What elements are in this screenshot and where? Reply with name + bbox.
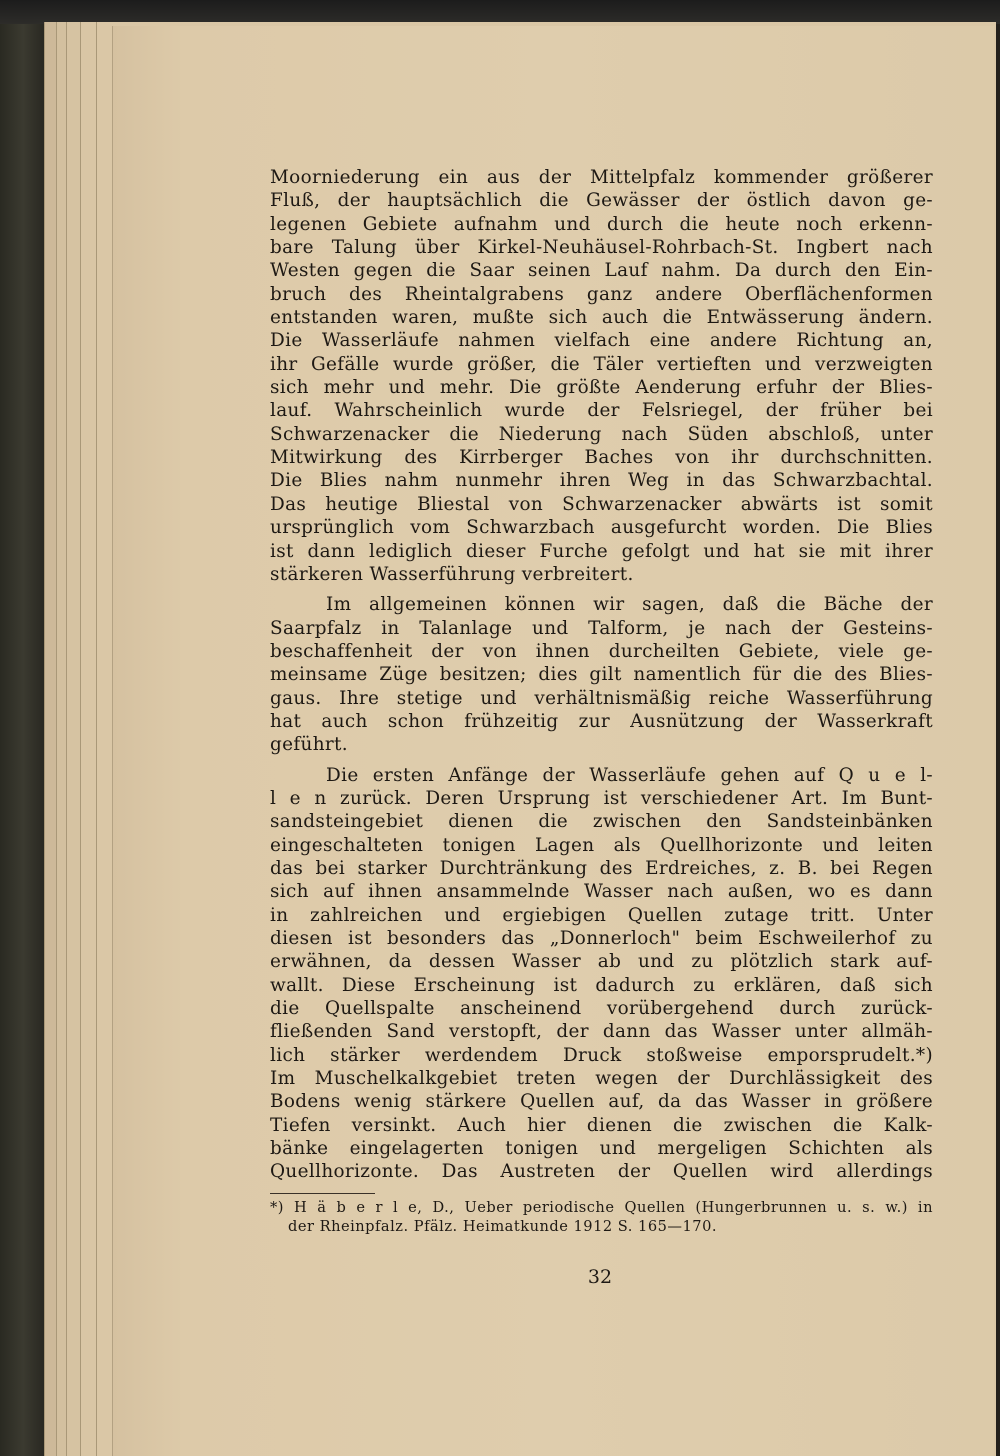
text-line: Moorniederung ein aus der Mittelpfalz kommender größerer [270,167,933,188]
book-cover-top [0,0,1000,24]
text-line: l e n zurück. Deren Ursprung ist verschiedener Art. Im Bunt- [270,787,933,809]
footnote-line: der Rheinpfalz. Pfälz. Heimatkunde 1912 S. 165—170. [288,1218,717,1235]
text-line: eingeschalteten tonigen Lagen als Quellhorizonte und leiten [270,834,933,856]
text-line: Die ersten Anfänge der Wasserläufe gehen auf Q u e l- [326,764,933,786]
text-line: stärkeren Wasserführung verbreitert. [270,563,634,585]
text-line: entstanden waren, mußte sich auch die Entwässerung ändern. [270,307,933,329]
text-line: Die Wasserläufe nahmen vielfach eine andere Richtung an, [270,330,933,352]
text-line: Die Blies nahm nunmehr ihren Weg in das Schwarzbachtal. [270,470,933,492]
text-line: Bodens wenig stärkere Quellen auf, da das Wasser in größere [270,1091,933,1113]
text-line: wallt. Diese Erscheinung ist dadurch zu erklären, daß sich [270,974,933,996]
text-line: Tiefen versinkt. Auch hier dienen die zwischen die Kalk- [270,1114,933,1136]
text-line: Fluß, der hauptsächlich die Gewässer der östlich davon ge- [270,190,933,212]
text-line: Saarpfalz in Talanlage und Talform, je nach der Gesteins- [270,617,933,639]
text-line: Westen gegen die Saar seinen Lauf nahm. Da durch den Ein- [270,260,933,282]
page-number: 32 [587,1266,613,1288]
text-line: Quellhorizonte. Das Austreten der Quellen wird allerdings [270,1161,933,1183]
text-line: bänke eingelagerten tonigen und mergeligen Schichten als [270,1138,933,1160]
text-line: meinsame Züge besitzen; dies gilt namentlich für die des Blies- [270,664,933,686]
text-line: beschaffenheit der von ihnen durcheilten Gebiete, viele ge- [270,640,933,662]
text-line: bruch des Rheintalgrabens ganz andere Oberflächenformen [270,283,933,305]
text-line: lich stärker werdendem Druck stoßweise emporsprudelt.*) [270,1044,933,1066]
text-line: legenen Gebiete aufnahm und durch die heute noch erkenn- [270,213,933,235]
text-line: diesen ist besonders das „Donnerloch" beim Eschweilerhof zu [270,928,933,949]
footnote [270,1198,933,1236]
text-line: ihr Gefälle wurde größer, die Täler vertieften und verzweigten [270,353,933,375]
body-text [270,166,933,1184]
text-line: lauf. Wahrscheinlich wurde der Felsriegel, der früher bei [270,400,933,422]
text-line: bare Talung über Kirkel-Neuhäusel-Rohrbach-St. Ingbert nach [270,237,933,259]
text-line: Das heutige Bliestal von Schwarzenacker abwärts ist somit [270,493,933,515]
text-line: die Quellspalte anscheinend vorübergehend durch zurück- [270,998,933,1020]
text-line: Im Muschelkalkgebiet treten wegen der Durchlässigkeit des [270,1068,933,1090]
footnote-line: *) H ä b e r l e, D., Ueber periodische Quellen (Hungerbrunnen u. s. w.) in [270,1199,933,1216]
text-line: das bei starker Durchtränkung des Erdreiches, z. B. bei Regen [270,857,933,879]
text-line: Schwarzenacker die Niederung nach Süden abschloß, unter [270,423,933,445]
text-line: Mitwirkung des Kirrberger Baches von ihr durchschnitten. [270,447,933,469]
footnote-divider [270,1193,375,1194]
text-line: ursprünglich vom Schwarzbach ausgefurcht worden. Die Blies [270,517,933,539]
text-line: hat auch schon frühzeitig zur Ausnützung der Wasserkraft [270,710,933,732]
text-line: sandsteingebiet dienen die zwischen den Sandsteinbänken [270,811,933,833]
text-line: fließenden Sand verstopft, der dann das Wasser unter allmäh- [270,1021,933,1043]
text-line: erwähnen, da dessen Wasser ab und zu plötzlich stark auf- [270,951,933,973]
text-line: ist dann lediglich dieser Furche gefolgt und hat sie mit ihrer [270,540,933,562]
text-line: sich auf ihnen ansammelnde Wasser nach außen, wo es dann [270,881,933,903]
text-line: geführt. [270,734,348,756]
text-line: gaus. Ihre stetige und verhältnismäßig reiche Wasserführung [270,687,933,709]
text-line: sich mehr und mehr. Die größte Aenderung erfuhr der Blies- [270,377,933,399]
text-line: in zahlreichen und ergiebigen Quellen zutage tritt. Unter [270,904,933,926]
text-line: Im allgemeinen können wir sagen, daß die Bäche der [326,594,933,616]
